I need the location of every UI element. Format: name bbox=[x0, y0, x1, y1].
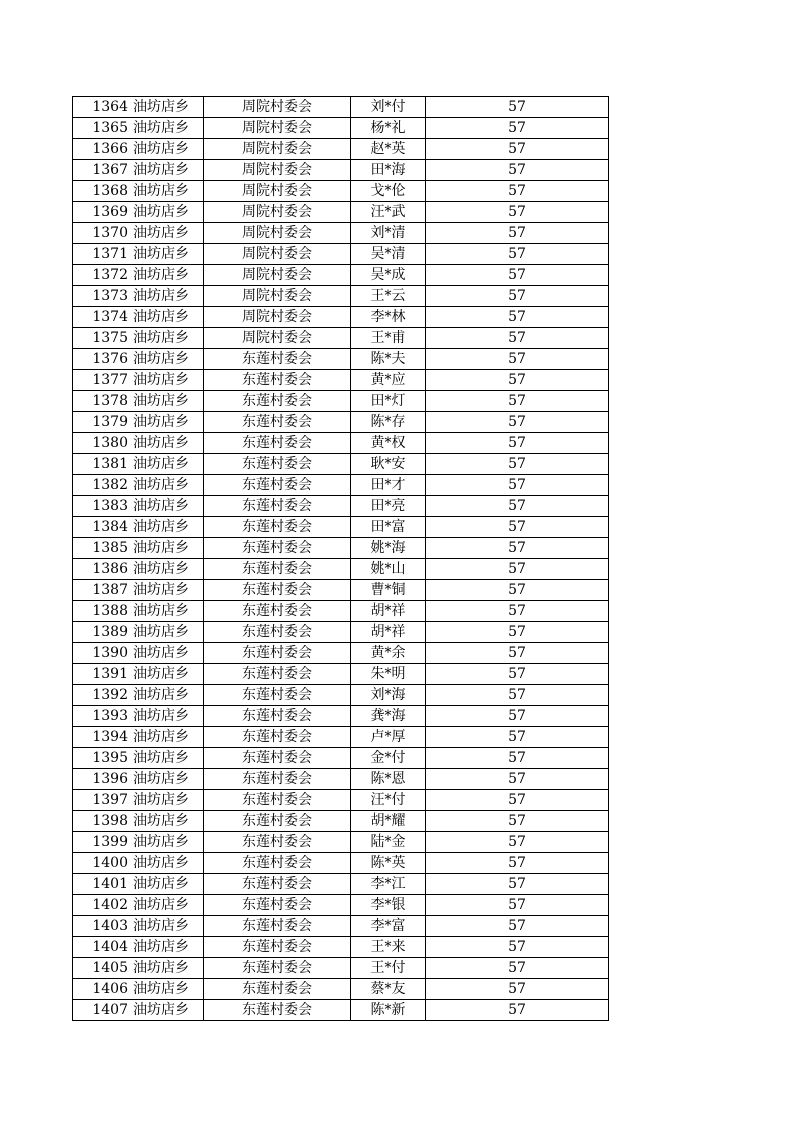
cell-township: 油坊店乡 bbox=[131, 181, 204, 202]
table-row bbox=[73, 328, 609, 349]
cell-index: 1389 bbox=[73, 622, 132, 643]
cell-name: 曹*铜 bbox=[351, 580, 426, 601]
cell-name: 朱*明 bbox=[351, 664, 426, 685]
cell-village: 东莲村委会 bbox=[204, 496, 351, 517]
table-row bbox=[73, 370, 609, 391]
table-row bbox=[73, 853, 609, 874]
cell-name: 田*亮 bbox=[351, 496, 426, 517]
cell-index: 1405 bbox=[73, 958, 132, 979]
table-row bbox=[73, 958, 609, 979]
cell-township: 油坊店乡 bbox=[131, 118, 204, 139]
cell-index: 1376 bbox=[73, 349, 132, 370]
cell-name: 田*富 bbox=[351, 517, 426, 538]
cell-village: 周院村委会 bbox=[204, 223, 351, 244]
cell-amount: 57 bbox=[426, 391, 609, 412]
cell-name: 胡*耀 bbox=[351, 811, 426, 832]
cell-village: 东莲村委会 bbox=[204, 517, 351, 538]
cell-index: 1372 bbox=[73, 265, 132, 286]
cell-amount: 57 bbox=[426, 265, 609, 286]
cell-township: 油坊店乡 bbox=[131, 139, 204, 160]
cell-village: 东莲村委会 bbox=[204, 811, 351, 832]
table-row bbox=[73, 937, 609, 958]
cell-village: 东莲村委会 bbox=[204, 559, 351, 580]
table-row bbox=[73, 391, 609, 412]
cell-township: 油坊店乡 bbox=[131, 475, 204, 496]
cell-index: 1374 bbox=[73, 307, 132, 328]
cell-amount: 57 bbox=[426, 622, 609, 643]
table-row bbox=[73, 475, 609, 496]
cell-index: 1386 bbox=[73, 559, 132, 580]
cell-amount: 57 bbox=[426, 937, 609, 958]
cell-index: 1365 bbox=[73, 118, 132, 139]
table-row bbox=[73, 664, 609, 685]
cell-amount: 57 bbox=[426, 118, 609, 139]
cell-amount: 57 bbox=[426, 307, 609, 328]
cell-village: 东莲村委会 bbox=[204, 643, 351, 664]
cell-name: 汪*付 bbox=[351, 790, 426, 811]
cell-name: 陆*金 bbox=[351, 832, 426, 853]
cell-amount: 57 bbox=[426, 664, 609, 685]
cell-amount: 57 bbox=[426, 517, 609, 538]
table-row bbox=[73, 790, 609, 811]
cell-village: 周院村委会 bbox=[204, 118, 351, 139]
cell-township: 油坊店乡 bbox=[131, 916, 204, 937]
cell-village: 东莲村委会 bbox=[204, 769, 351, 790]
cell-township: 油坊店乡 bbox=[131, 874, 204, 895]
cell-name: 蔡*友 bbox=[351, 979, 426, 1000]
table-row bbox=[73, 538, 609, 559]
cell-township: 油坊店乡 bbox=[131, 832, 204, 853]
data-table bbox=[72, 96, 609, 1021]
table-row bbox=[73, 181, 609, 202]
table-row bbox=[73, 643, 609, 664]
cell-village: 东莲村委会 bbox=[204, 832, 351, 853]
cell-name: 王*云 bbox=[351, 286, 426, 307]
cell-name: 金*付 bbox=[351, 748, 426, 769]
cell-township: 油坊店乡 bbox=[131, 412, 204, 433]
cell-amount: 57 bbox=[426, 895, 609, 916]
cell-village: 周院村委会 bbox=[204, 328, 351, 349]
cell-township: 油坊店乡 bbox=[131, 223, 204, 244]
cell-village: 周院村委会 bbox=[204, 160, 351, 181]
cell-index: 1396 bbox=[73, 769, 132, 790]
cell-index: 1395 bbox=[73, 748, 132, 769]
cell-village: 周院村委会 bbox=[204, 244, 351, 265]
cell-index: 1401 bbox=[73, 874, 132, 895]
cell-index: 1370 bbox=[73, 223, 132, 244]
cell-index: 1380 bbox=[73, 433, 132, 454]
cell-township: 油坊店乡 bbox=[131, 769, 204, 790]
cell-name: 戈*伦 bbox=[351, 181, 426, 202]
table-row bbox=[73, 727, 609, 748]
cell-index: 1399 bbox=[73, 832, 132, 853]
cell-index: 1379 bbox=[73, 412, 132, 433]
cell-amount: 57 bbox=[426, 223, 609, 244]
cell-village: 周院村委会 bbox=[204, 139, 351, 160]
cell-village: 东莲村委会 bbox=[204, 685, 351, 706]
cell-township: 油坊店乡 bbox=[131, 790, 204, 811]
cell-amount: 57 bbox=[426, 790, 609, 811]
cell-index: 1394 bbox=[73, 727, 132, 748]
cell-amount: 57 bbox=[426, 853, 609, 874]
table-row bbox=[73, 1000, 609, 1021]
cell-name: 李*银 bbox=[351, 895, 426, 916]
cell-township: 油坊店乡 bbox=[131, 706, 204, 727]
cell-name: 黄*余 bbox=[351, 643, 426, 664]
cell-index: 1407 bbox=[73, 1000, 132, 1021]
cell-index: 1375 bbox=[73, 328, 132, 349]
cell-amount: 57 bbox=[426, 454, 609, 475]
table-row bbox=[73, 160, 609, 181]
cell-amount: 57 bbox=[426, 538, 609, 559]
cell-index: 1403 bbox=[73, 916, 132, 937]
cell-name: 陈*英 bbox=[351, 853, 426, 874]
cell-amount: 57 bbox=[426, 916, 609, 937]
cell-amount: 57 bbox=[426, 286, 609, 307]
cell-village: 周院村委会 bbox=[204, 202, 351, 223]
cell-township: 油坊店乡 bbox=[131, 727, 204, 748]
table-row bbox=[73, 811, 609, 832]
cell-index: 1400 bbox=[73, 853, 132, 874]
cell-village: 东莲村委会 bbox=[204, 601, 351, 622]
table-row bbox=[73, 979, 609, 1000]
cell-village: 周院村委会 bbox=[204, 286, 351, 307]
cell-index: 1369 bbox=[73, 202, 132, 223]
cell-township: 油坊店乡 bbox=[131, 265, 204, 286]
cell-index: 1404 bbox=[73, 937, 132, 958]
table-row bbox=[73, 202, 609, 223]
cell-name: 刘*海 bbox=[351, 685, 426, 706]
cell-index: 1382 bbox=[73, 475, 132, 496]
cell-amount: 57 bbox=[426, 643, 609, 664]
cell-name: 赵*英 bbox=[351, 139, 426, 160]
cell-index: 1378 bbox=[73, 391, 132, 412]
cell-name: 汪*武 bbox=[351, 202, 426, 223]
cell-amount: 57 bbox=[426, 160, 609, 181]
cell-village: 东莲村委会 bbox=[204, 706, 351, 727]
cell-township: 油坊店乡 bbox=[131, 244, 204, 265]
cell-township: 油坊店乡 bbox=[131, 517, 204, 538]
cell-name: 吴*成 bbox=[351, 265, 426, 286]
cell-index: 1402 bbox=[73, 895, 132, 916]
cell-village: 周院村委会 bbox=[204, 265, 351, 286]
cell-township: 油坊店乡 bbox=[131, 664, 204, 685]
cell-village: 东莲村委会 bbox=[204, 916, 351, 937]
cell-index: 1383 bbox=[73, 496, 132, 517]
cell-township: 油坊店乡 bbox=[131, 685, 204, 706]
cell-township: 油坊店乡 bbox=[131, 349, 204, 370]
cell-name: 田*才 bbox=[351, 475, 426, 496]
cell-index: 1384 bbox=[73, 517, 132, 538]
cell-amount: 57 bbox=[426, 370, 609, 391]
table-row bbox=[73, 832, 609, 853]
cell-township: 油坊店乡 bbox=[131, 958, 204, 979]
table-row bbox=[73, 916, 609, 937]
cell-index: 1364 bbox=[73, 97, 132, 118]
table-row bbox=[73, 454, 609, 475]
cell-name: 胡*祥 bbox=[351, 601, 426, 622]
cell-township: 油坊店乡 bbox=[131, 979, 204, 1000]
cell-index: 1371 bbox=[73, 244, 132, 265]
cell-index: 1397 bbox=[73, 790, 132, 811]
table-row bbox=[73, 349, 609, 370]
cell-index: 1393 bbox=[73, 706, 132, 727]
cell-village: 东莲村委会 bbox=[204, 349, 351, 370]
cell-amount: 57 bbox=[426, 685, 609, 706]
table-row bbox=[73, 286, 609, 307]
cell-name: 杨*礼 bbox=[351, 118, 426, 139]
cell-index: 1398 bbox=[73, 811, 132, 832]
cell-amount: 57 bbox=[426, 601, 609, 622]
table-body bbox=[73, 97, 609, 1021]
table-row bbox=[73, 307, 609, 328]
cell-name: 陈*恩 bbox=[351, 769, 426, 790]
cell-name: 吴*清 bbox=[351, 244, 426, 265]
cell-township: 油坊店乡 bbox=[131, 643, 204, 664]
cell-amount: 57 bbox=[426, 139, 609, 160]
cell-township: 油坊店乡 bbox=[131, 454, 204, 475]
cell-township: 油坊店乡 bbox=[131, 328, 204, 349]
cell-township: 油坊店乡 bbox=[131, 580, 204, 601]
cell-village: 东莲村委会 bbox=[204, 1000, 351, 1021]
table-row bbox=[73, 412, 609, 433]
cell-township: 油坊店乡 bbox=[131, 202, 204, 223]
cell-name: 田*海 bbox=[351, 160, 426, 181]
cell-village: 东莲村委会 bbox=[204, 937, 351, 958]
cell-name: 陈*存 bbox=[351, 412, 426, 433]
cell-village: 东莲村委会 bbox=[204, 748, 351, 769]
cell-village: 东莲村委会 bbox=[204, 370, 351, 391]
cell-index: 1385 bbox=[73, 538, 132, 559]
table-row bbox=[73, 223, 609, 244]
cell-amount: 57 bbox=[426, 433, 609, 454]
cell-name: 黄*权 bbox=[351, 433, 426, 454]
cell-name: 刘*清 bbox=[351, 223, 426, 244]
cell-township: 油坊店乡 bbox=[131, 97, 204, 118]
cell-village: 东莲村委会 bbox=[204, 580, 351, 601]
cell-amount: 57 bbox=[426, 811, 609, 832]
cell-index: 1387 bbox=[73, 580, 132, 601]
cell-township: 油坊店乡 bbox=[131, 853, 204, 874]
table-row bbox=[73, 748, 609, 769]
cell-amount: 57 bbox=[426, 832, 609, 853]
table-row bbox=[73, 622, 609, 643]
cell-name: 王*甫 bbox=[351, 328, 426, 349]
cell-index: 1373 bbox=[73, 286, 132, 307]
cell-amount: 57 bbox=[426, 1000, 609, 1021]
cell-name: 田*灯 bbox=[351, 391, 426, 412]
cell-name: 姚*海 bbox=[351, 538, 426, 559]
cell-amount: 57 bbox=[426, 97, 609, 118]
cell-township: 油坊店乡 bbox=[131, 811, 204, 832]
cell-amount: 57 bbox=[426, 328, 609, 349]
cell-amount: 57 bbox=[426, 349, 609, 370]
table-row bbox=[73, 685, 609, 706]
cell-index: 1368 bbox=[73, 181, 132, 202]
cell-village: 东莲村委会 bbox=[204, 475, 351, 496]
cell-index: 1388 bbox=[73, 601, 132, 622]
cell-name: 王*付 bbox=[351, 958, 426, 979]
cell-village: 东莲村委会 bbox=[204, 958, 351, 979]
cell-amount: 57 bbox=[426, 706, 609, 727]
cell-township: 油坊店乡 bbox=[131, 496, 204, 517]
cell-amount: 57 bbox=[426, 769, 609, 790]
cell-index: 1381 bbox=[73, 454, 132, 475]
cell-amount: 57 bbox=[426, 475, 609, 496]
cell-township: 油坊店乡 bbox=[131, 937, 204, 958]
cell-village: 东莲村委会 bbox=[204, 433, 351, 454]
cell-village: 东莲村委会 bbox=[204, 454, 351, 475]
table-row bbox=[73, 244, 609, 265]
cell-township: 油坊店乡 bbox=[131, 622, 204, 643]
cell-village: 东莲村委会 bbox=[204, 874, 351, 895]
cell-amount: 57 bbox=[426, 244, 609, 265]
cell-index: 1391 bbox=[73, 664, 132, 685]
cell-amount: 57 bbox=[426, 181, 609, 202]
cell-village: 周院村委会 bbox=[204, 181, 351, 202]
cell-name: 黄*应 bbox=[351, 370, 426, 391]
cell-amount: 57 bbox=[426, 202, 609, 223]
cell-village: 东莲村委会 bbox=[204, 391, 351, 412]
table-row bbox=[73, 559, 609, 580]
cell-amount: 57 bbox=[426, 412, 609, 433]
cell-name: 姚*山 bbox=[351, 559, 426, 580]
cell-index: 1367 bbox=[73, 160, 132, 181]
table-row bbox=[73, 580, 609, 601]
cell-village: 东莲村委会 bbox=[204, 979, 351, 1000]
table-row bbox=[73, 769, 609, 790]
cell-township: 油坊店乡 bbox=[131, 307, 204, 328]
cell-township: 油坊店乡 bbox=[131, 1000, 204, 1021]
cell-amount: 57 bbox=[426, 727, 609, 748]
cell-village: 东莲村委会 bbox=[204, 727, 351, 748]
cell-township: 油坊店乡 bbox=[131, 559, 204, 580]
cell-village: 周院村委会 bbox=[204, 97, 351, 118]
cell-index: 1406 bbox=[73, 979, 132, 1000]
cell-name: 卢*厚 bbox=[351, 727, 426, 748]
cell-name: 龚*海 bbox=[351, 706, 426, 727]
cell-township: 油坊店乡 bbox=[131, 538, 204, 559]
table-row bbox=[73, 97, 609, 118]
table-row bbox=[73, 706, 609, 727]
table-row bbox=[73, 139, 609, 160]
cell-amount: 57 bbox=[426, 874, 609, 895]
cell-name: 胡*祥 bbox=[351, 622, 426, 643]
cell-amount: 57 bbox=[426, 748, 609, 769]
cell-township: 油坊店乡 bbox=[131, 895, 204, 916]
cell-amount: 57 bbox=[426, 559, 609, 580]
cell-name: 陈*夫 bbox=[351, 349, 426, 370]
cell-name: 刘*付 bbox=[351, 97, 426, 118]
cell-township: 油坊店乡 bbox=[131, 286, 204, 307]
table-row bbox=[73, 601, 609, 622]
table-row bbox=[73, 895, 609, 916]
cell-name: 李*江 bbox=[351, 874, 426, 895]
cell-amount: 57 bbox=[426, 958, 609, 979]
cell-name: 李*林 bbox=[351, 307, 426, 328]
cell-village: 东莲村委会 bbox=[204, 412, 351, 433]
cell-village: 东莲村委会 bbox=[204, 622, 351, 643]
cell-name: 李*富 bbox=[351, 916, 426, 937]
cell-amount: 57 bbox=[426, 580, 609, 601]
cell-village: 东莲村委会 bbox=[204, 895, 351, 916]
cell-name: 陈*新 bbox=[351, 1000, 426, 1021]
cell-name: 王*来 bbox=[351, 937, 426, 958]
table-row bbox=[73, 118, 609, 139]
cell-village: 东莲村委会 bbox=[204, 664, 351, 685]
cell-village: 周院村委会 bbox=[204, 307, 351, 328]
cell-index: 1392 bbox=[73, 685, 132, 706]
cell-index: 1390 bbox=[73, 643, 132, 664]
cell-township: 油坊店乡 bbox=[131, 370, 204, 391]
cell-township: 油坊店乡 bbox=[131, 601, 204, 622]
table-row bbox=[73, 517, 609, 538]
cell-amount: 57 bbox=[426, 496, 609, 517]
cell-amount: 57 bbox=[426, 979, 609, 1000]
cell-village: 东莲村委会 bbox=[204, 853, 351, 874]
table-row bbox=[73, 433, 609, 454]
cell-name: 耿*安 bbox=[351, 454, 426, 475]
cell-township: 油坊店乡 bbox=[131, 391, 204, 412]
cell-index: 1366 bbox=[73, 139, 132, 160]
cell-index: 1377 bbox=[73, 370, 132, 391]
table-row bbox=[73, 874, 609, 895]
cell-village: 东莲村委会 bbox=[204, 538, 351, 559]
cell-township: 油坊店乡 bbox=[131, 748, 204, 769]
cell-township: 油坊店乡 bbox=[131, 160, 204, 181]
cell-village: 东莲村委会 bbox=[204, 790, 351, 811]
table-row bbox=[73, 496, 609, 517]
table-row bbox=[73, 265, 609, 286]
cell-township: 油坊店乡 bbox=[131, 433, 204, 454]
